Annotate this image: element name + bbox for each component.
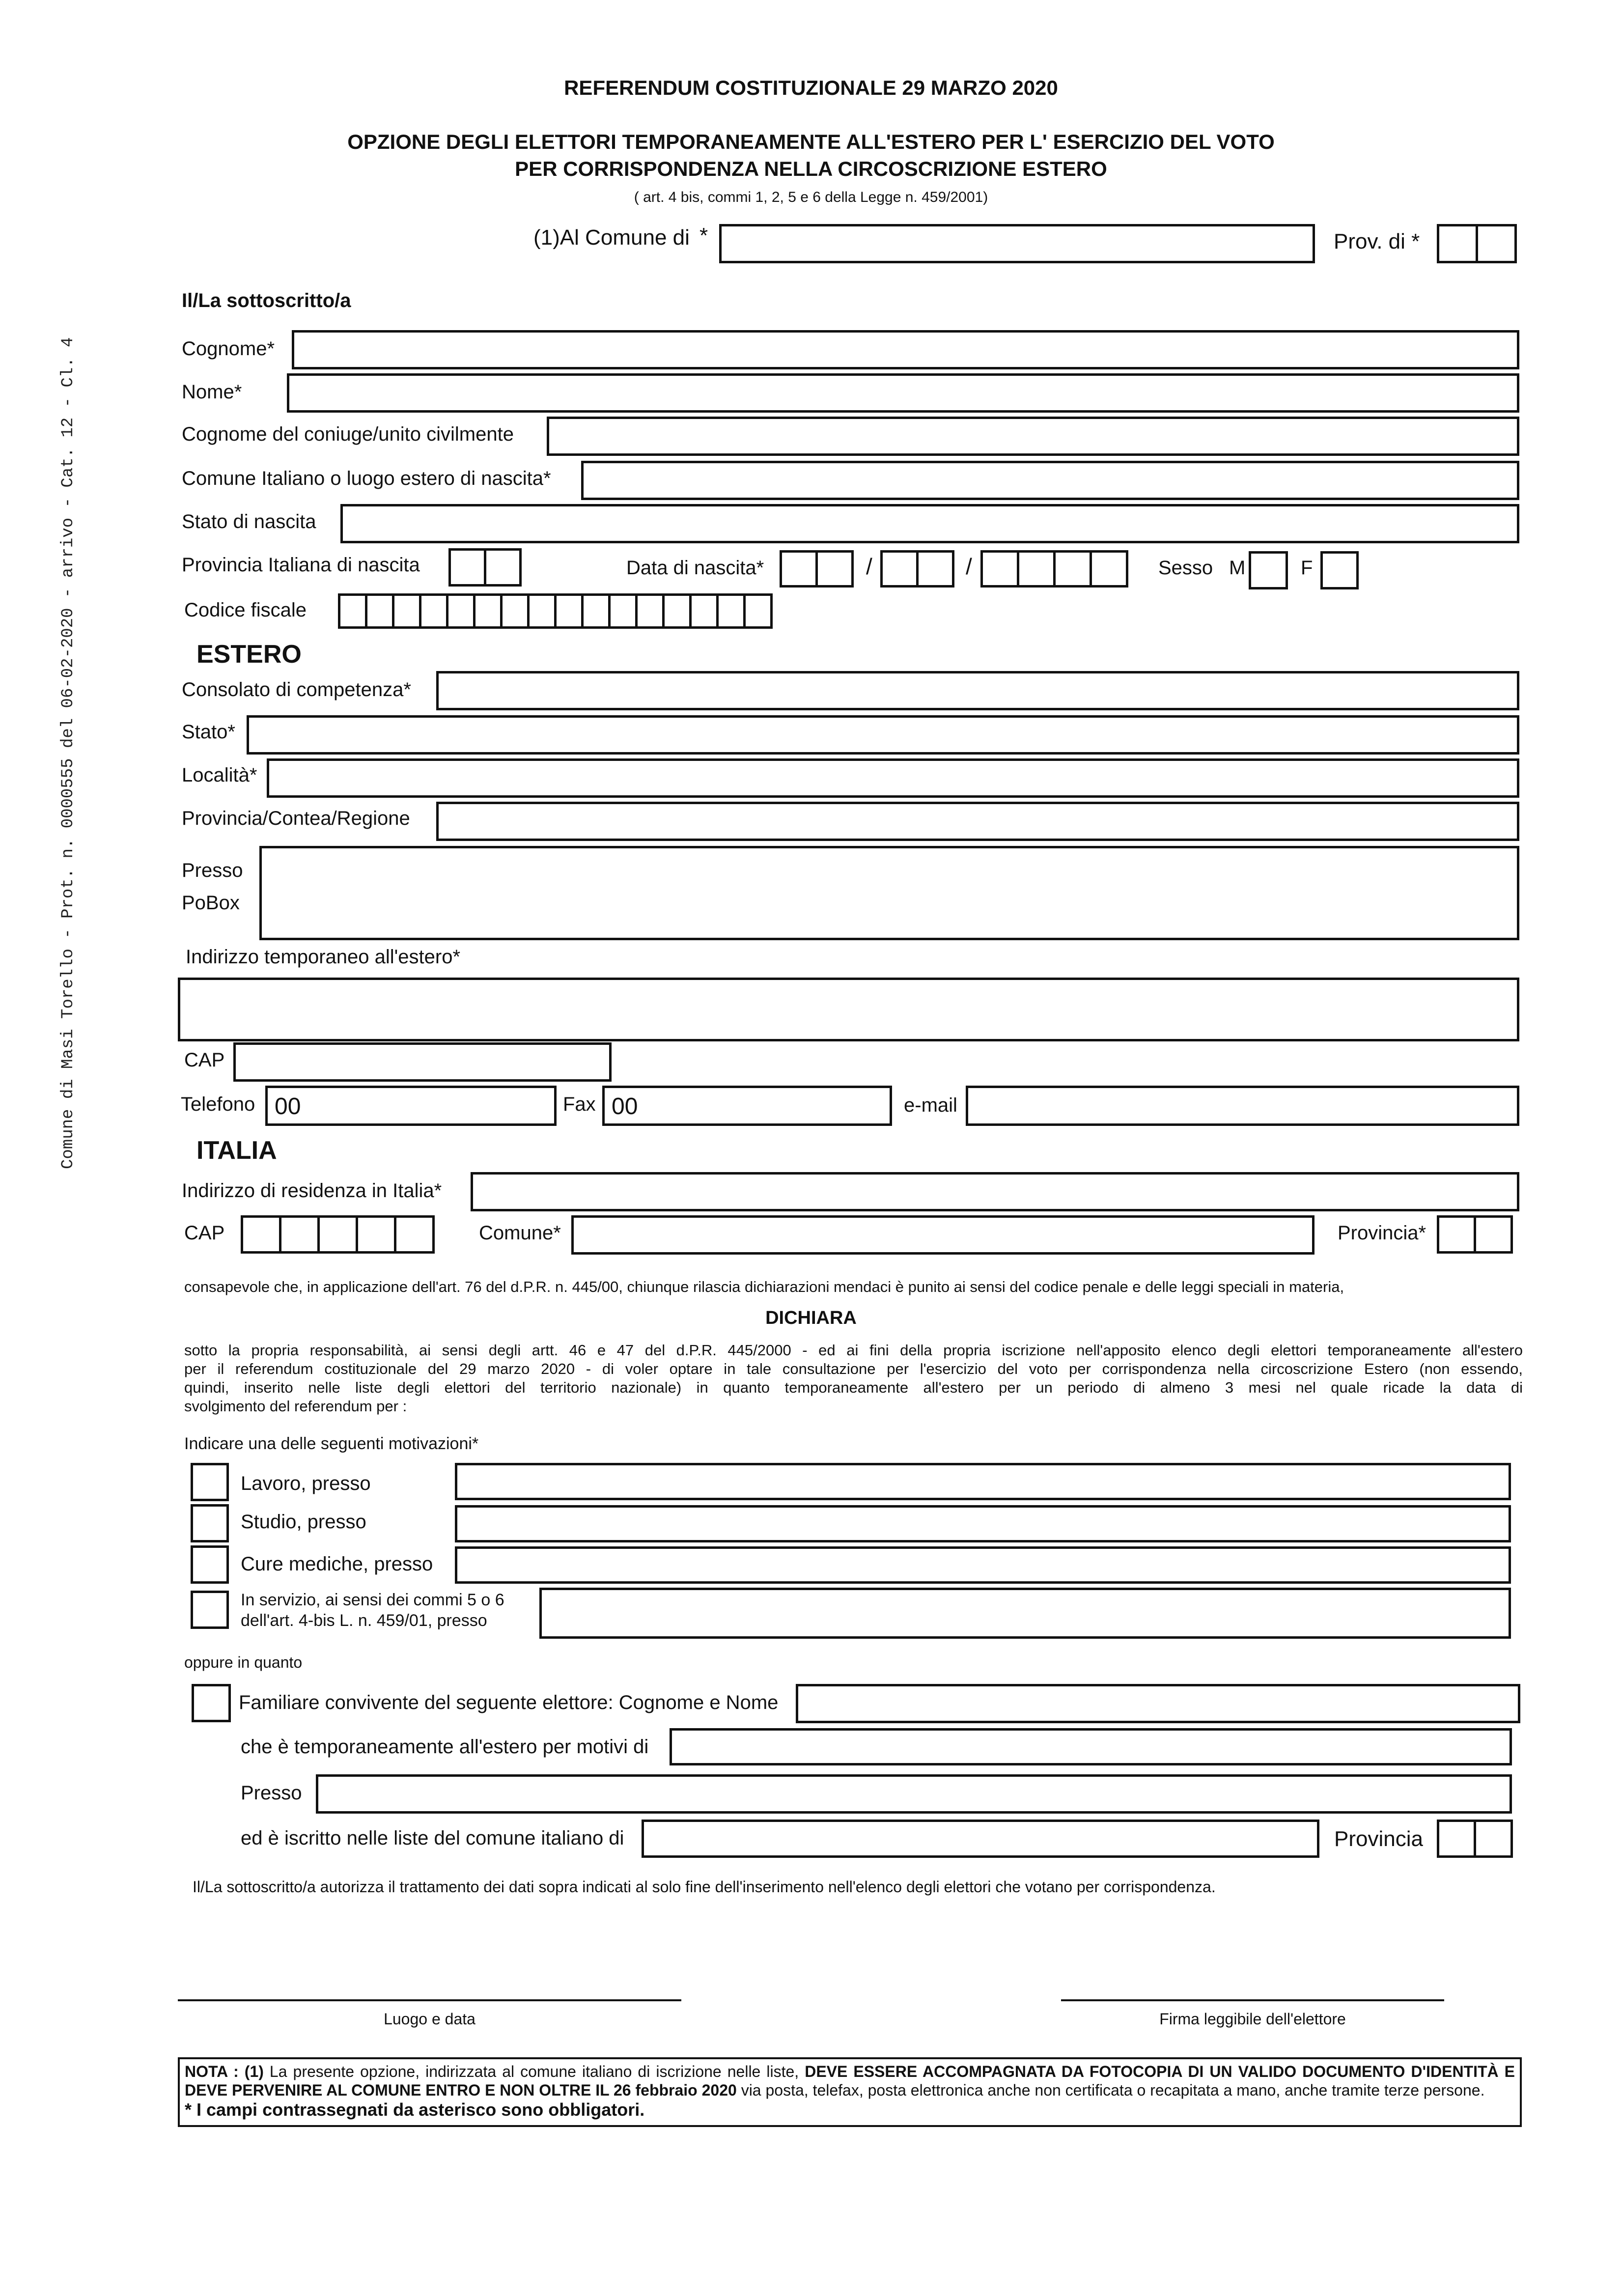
motivazioni-intro: Indicare una delle seguenti motivazioni* xyxy=(184,1434,479,1453)
familiare-motivi-label: che è temporaneamente all'estero per motivi di xyxy=(241,1736,649,1758)
declaration-line: svolgimento del referendum per : xyxy=(184,1398,407,1415)
date-separator: / xyxy=(966,554,972,579)
nota-obbligatori: * I campi contrassegnati da asterisco sono obbligatori. xyxy=(185,2100,645,2120)
codice-fiscale-cell[interactable] xyxy=(662,593,692,629)
sesso-m-label: M xyxy=(1229,557,1246,579)
stato-estero-label: Stato* xyxy=(182,721,235,743)
localita-field[interactable] xyxy=(267,758,1519,798)
prov-label: Prov. di * xyxy=(1334,229,1420,253)
cap-estero-field[interactable] xyxy=(233,1042,612,1082)
document-subtitle-1: OPZIONE DEGLI ELETTORI TEMPORANEAMENTE ALL'ESTERO PER L' ESERCIZIO DEL VOTO xyxy=(347,130,1275,153)
servizio-checkbox[interactable] xyxy=(191,1591,229,1629)
firma-line xyxy=(1061,1999,1444,2001)
codice-fiscale-cell[interactable] xyxy=(392,593,421,629)
nome-field[interactable] xyxy=(287,373,1519,413)
cure-checkbox[interactable] xyxy=(191,1545,229,1584)
pobox-label: PoBox xyxy=(182,892,240,914)
comune-destinatario-field[interactable] xyxy=(719,224,1315,263)
nota-text-2: via posta, telefax, posta elettronica anche non certificata o recapitata a mano, anche tramite terze persone. xyxy=(736,2081,1485,2099)
provincia-nascita-label: Provincia Italiana di nascita xyxy=(182,554,420,576)
sottoscritto-heading: Il/La sottoscritto/a xyxy=(182,290,351,311)
indirizzo-residenza-label: Indirizzo di residenza in Italia* xyxy=(182,1180,442,1202)
codice-fiscale-cell[interactable] xyxy=(419,593,448,629)
fax-label: Fax xyxy=(563,1093,596,1115)
data-nascita-mese-field[interactable] xyxy=(880,550,952,588)
cure-label: Cure mediche, presso xyxy=(241,1553,433,1575)
cognome-label: Cognome* xyxy=(182,338,275,360)
data-nascita-giorno-field[interactable] xyxy=(780,550,851,588)
legal-reference: ( art. 4 bis, commi 1, 2, 5 e 6 della Legge n. 459/2001) xyxy=(634,189,988,205)
indirizzo-estero-field[interactable] xyxy=(178,978,1519,1041)
sesso-label: Sesso xyxy=(1158,557,1213,579)
cap-estero-label: CAP xyxy=(184,1049,225,1071)
cognome-coniuge-label: Cognome del coniuge/unito civilmente xyxy=(182,423,514,445)
consolato-field[interactable] xyxy=(436,671,1519,710)
familiare-provincia-label: Provincia xyxy=(1334,1827,1423,1851)
telefono-field[interactable] xyxy=(265,1086,557,1126)
provincia-contea-field[interactable] xyxy=(436,802,1519,841)
firma-label: Firma leggibile dell'elettore xyxy=(1159,2010,1346,2028)
dichiara-heading: DICHIARA xyxy=(765,1308,857,1328)
italia-heading: ITALIA xyxy=(196,1136,277,1165)
presso-pobox-field[interactable] xyxy=(259,846,1519,940)
studio-checkbox[interactable] xyxy=(191,1504,229,1542)
stato-nascita-label: Stato di nascita xyxy=(182,511,316,532)
codice-fiscale-cell[interactable] xyxy=(554,593,584,629)
codice-fiscale-cell[interactable] xyxy=(635,593,665,629)
luogo-nascita-label: Comune Italiano o luogo estero di nascita* xyxy=(182,468,551,489)
declaration-text xyxy=(184,1341,1523,1416)
data-nascita-anno-field[interactable] xyxy=(980,550,1126,588)
stato-nascita-field[interactable] xyxy=(340,504,1519,543)
familiare-checkbox[interactable] xyxy=(192,1684,231,1722)
cap-italia-field[interactable] xyxy=(241,1215,432,1254)
sesso-m-checkbox[interactable] xyxy=(1249,551,1288,589)
codice-fiscale-field[interactable] xyxy=(338,593,770,629)
codice-fiscale-cell[interactable] xyxy=(365,593,394,629)
provincia-italia-field[interactable] xyxy=(1437,1215,1510,1254)
fax-prefix: 00 xyxy=(612,1093,638,1120)
cognome-field[interactable] xyxy=(292,330,1519,369)
localita-label: Località* xyxy=(182,764,257,786)
familiare-provincia-field[interactable] xyxy=(1437,1820,1510,1858)
cap-italia-label: CAP xyxy=(184,1222,225,1244)
familiare-presso-label: Presso xyxy=(241,1782,302,1804)
indirizzo-estero-label: Indirizzo temporaneo all'estero* xyxy=(186,946,461,968)
familiare-label: Familiare convivente del seguente elettore: Cognome e Nome xyxy=(239,1692,779,1713)
codice-fiscale-cell[interactable] xyxy=(473,593,503,629)
telefono-prefix: 00 xyxy=(275,1093,301,1120)
stato-estero-field[interactable] xyxy=(247,715,1519,755)
codice-fiscale-label: Codice fiscale xyxy=(184,599,307,621)
email-label: e-mail xyxy=(904,1094,957,1116)
comune-required-star: * xyxy=(699,224,708,248)
lavoro-checkbox[interactable] xyxy=(191,1463,229,1501)
cure-presso-field[interactable] xyxy=(455,1546,1511,1584)
consolato-label: Consolato di competenza* xyxy=(182,679,411,700)
nota-prefix: NOTA : (1) xyxy=(185,2063,264,2080)
codice-fiscale-cell[interactable] xyxy=(527,593,557,629)
familiare-motivi-field[interactable] xyxy=(670,1728,1512,1765)
email-field[interactable] xyxy=(966,1086,1519,1126)
comune-italia-field[interactable] xyxy=(571,1215,1314,1255)
lavoro-label: Lavoro, presso xyxy=(241,1473,371,1494)
codice-fiscale-cell[interactable] xyxy=(743,593,773,629)
luogo-nascita-field[interactable] xyxy=(581,461,1519,500)
consapevole-text: consapevole che, in applicazione dell'art. 76 del d.P.R. n. 445/00, chiunque rilascia dichiarazioni mendaci è punito ai sensi del codice penale e delle leggi speciali in materia, xyxy=(184,1278,1344,1295)
fax-field[interactable] xyxy=(602,1086,892,1126)
codice-fiscale-cell[interactable] xyxy=(446,593,475,629)
studio-presso-field[interactable] xyxy=(455,1505,1511,1542)
document-subtitle-2: PER CORRISPONDENZA NELLA CIRCOSCRIZIONE ESTERO xyxy=(515,157,1107,180)
estero-heading: ESTERO xyxy=(196,640,302,669)
comune-label: (1)Al Comune di xyxy=(533,225,690,250)
prov-destinatario-field[interactable] xyxy=(1437,224,1514,263)
telefono-label: Telefono xyxy=(181,1093,255,1115)
provincia-contea-label: Provincia/Contea/Regione xyxy=(182,808,410,829)
sesso-f-checkbox[interactable] xyxy=(1320,551,1359,589)
nota-box xyxy=(178,2057,1522,2127)
presso-label: Presso xyxy=(182,860,243,881)
declaration-line: sotto la propria responsabilità, ai sensi degli artt. 46 e 47 del d.P.R. 445/2000 - ed ai fini della propria iscrizione nell'apposito elenco degli elettori temporaneamente all'estero xyxy=(184,1342,1523,1359)
indirizzo-residenza-field[interactable] xyxy=(471,1172,1519,1211)
sesso-f-label: F xyxy=(1301,557,1313,579)
oppure-text: oppure in quanto xyxy=(184,1653,303,1671)
document-title: REFERENDUM COSTITUZIONALE 29 MARZO 2020 xyxy=(564,76,1058,99)
codice-fiscale-cell[interactable] xyxy=(500,593,530,629)
cognome-coniuge-field[interactable] xyxy=(547,417,1519,456)
studio-label: Studio, presso xyxy=(241,1511,366,1533)
luogo-data-line xyxy=(178,1999,681,2001)
declaration-line: quindi, inserito nelle liste degli elettori del territorio nazionale) in quanto temporaneamente all'estero per un periodo di almeno 3 mesi nel quale ricade la data di xyxy=(184,1379,1523,1396)
date-separator: / xyxy=(866,554,872,579)
lavoro-presso-field[interactable] xyxy=(455,1463,1511,1500)
comune-italia-label: Comune* xyxy=(479,1222,561,1244)
provincia-nascita-field[interactable] xyxy=(448,548,519,587)
provincia-italia-label: Provincia* xyxy=(1338,1222,1426,1244)
autorizza-text: Il/La sottoscritto/a autorizza il trattamento dei dati sopra indicati al solo fine dell'inserimento nell'elenco degli elettori che votano per corrispondenza. xyxy=(193,1878,1216,1896)
codice-fiscale-cell[interactable] xyxy=(581,593,611,629)
nota-text-1: La presente opzione, indirizzata al comune italiano di iscrizione nelle liste, xyxy=(263,2063,805,2080)
declaration-line: per il referendum costituzionale del 29 marzo 2020 - di voler optare in tale consultazione per l'esercizio del voto per corrispondenza nella circoscrizione Estero (non essendo, xyxy=(184,1360,1523,1377)
servizio-label-2: dell'art. 4-bis L. n. 459/01, presso xyxy=(241,1611,487,1630)
codice-fiscale-cell[interactable] xyxy=(716,593,746,629)
codice-fiscale-cell[interactable] xyxy=(689,593,719,629)
protocol-stamp: Comune di Masi Torello - Prot. n. 0000555 del 06-02-2020 - arrivo - Cat. 12 - Cl. 4 xyxy=(59,337,78,1169)
familiare-iscritto-label: ed è iscritto nelle liste del comune italiano di xyxy=(241,1827,624,1849)
data-nascita-label: Data di nascita* xyxy=(626,557,764,579)
codice-fiscale-cell[interactable] xyxy=(338,593,367,629)
servizio-label-1: In servizio, ai sensi dei commi 5 o 6 xyxy=(241,1591,504,1609)
familiare-comune-field[interactable] xyxy=(642,1820,1319,1858)
codice-fiscale-cell[interactable] xyxy=(608,593,638,629)
servizio-presso-field[interactable] xyxy=(539,1588,1511,1639)
familiare-nome-field[interactable] xyxy=(796,1684,1520,1723)
nome-label: Nome* xyxy=(182,381,242,403)
familiare-presso-field[interactable] xyxy=(316,1774,1512,1814)
nota-bold: DEVE ESSERE ACCOMPAGNATA DA FOTOCOPIA DI UN VALIDO DOCUMENTO D'IDENTITÀ E DEVE PERVENIRE AL COMUNE ENTRO E NON OLTRE IL 26 febbraio 2020 xyxy=(185,2063,1515,2099)
luogo-data-label: Luogo e data xyxy=(384,2010,475,2028)
